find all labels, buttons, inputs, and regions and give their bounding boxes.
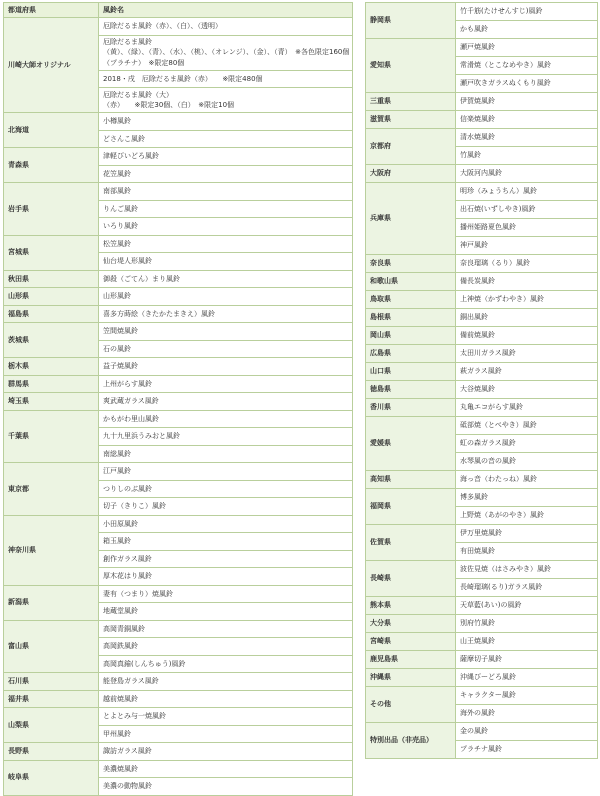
furin-name-text: 益子焼風鈴: [103, 362, 138, 371]
prefecture-column-header: 都道府県: [4, 3, 99, 18]
table-row: [4, 410, 353, 428]
furin-name-text: 大阪河内風鈴: [460, 169, 502, 178]
table-row: [4, 270, 353, 288]
table-row: [366, 615, 598, 633]
table-row: [4, 183, 353, 201]
furin-name-text: 妻有（つまり）焼風鈴: [103, 589, 173, 598]
furin-name-text: 出石焼(いずしやき)風鈴: [460, 205, 536, 214]
furin-name-cell: [99, 760, 353, 778]
furin-name-text: 上野焼（あがのやき）風鈴: [460, 511, 544, 520]
furin-name-cell: [99, 305, 353, 323]
furin-name-cell: [456, 57, 598, 75]
furin-name-cell: [456, 111, 598, 129]
furin-name-text: 越前焼風鈴: [103, 694, 138, 703]
furin-name-cell: [456, 651, 598, 669]
table-row: [4, 620, 353, 638]
prefecture-cell: 静岡県: [366, 3, 456, 39]
right-table-body: [366, 3, 598, 759]
furin-name-text: 奈良瑠璃（るり）風鈴: [460, 259, 530, 268]
table-row: [4, 515, 353, 533]
prefecture-cell: 栃木県: [4, 358, 99, 376]
table-row: [366, 723, 598, 741]
table-row: [366, 633, 598, 651]
furin-name-text: 甲州風鈴: [103, 729, 131, 738]
furin-name-cell: [99, 323, 353, 341]
furin-name-text: 上神焼（かずわやき）風鈴: [460, 295, 544, 304]
table-row: [4, 673, 353, 691]
table-row: [4, 148, 353, 166]
prefecture-cell: その他: [366, 687, 456, 723]
table-row: [366, 273, 598, 291]
prefecture-cell: 大阪府: [366, 165, 456, 183]
prefecture-cell: 広島県: [366, 345, 456, 363]
furin-name-text: （プラチナ） ※限定80個: [103, 58, 185, 67]
furin-name-text: 砥部焼（とべやき）風鈴: [460, 421, 537, 430]
prefecture-cell: 佐賀県: [366, 525, 456, 561]
furin-name-text: 備前焼風鈴: [460, 331, 495, 340]
furin-name-cell: [456, 543, 598, 561]
furin-name-text: 竹千筋(たけせんすじ)風鈴: [460, 7, 543, 16]
table-row: [366, 39, 598, 57]
furin-name-cell: [99, 358, 353, 376]
furin-name-text: 能登島ガラス風鈴: [103, 677, 159, 686]
table-row: [366, 345, 598, 363]
table-row: [366, 165, 598, 183]
table-row: [4, 358, 353, 376]
furin-name-cell: [99, 568, 353, 586]
furin-name-text: 別府竹風鈴: [460, 619, 495, 628]
prefecture-cell: 秋田県: [4, 270, 99, 288]
furin-name-text: 厄除だるま風鈴（大）: [103, 90, 173, 99]
prefecture-cell: 兵庫県: [366, 183, 456, 255]
prefecture-cell: 宮崎県: [366, 633, 456, 651]
furin-name-cell: [99, 410, 353, 428]
table-row: [366, 525, 598, 543]
table-row: [4, 305, 353, 323]
furin-name-cell: [456, 471, 598, 489]
furin-name-text: 津軽びいどろ風鈴: [103, 152, 159, 161]
table-row: [4, 323, 353, 341]
furin-name-cell: [456, 147, 598, 165]
prefecture-cell: 奈良県: [366, 255, 456, 273]
furin-name-text: 博多風鈴: [460, 493, 488, 502]
furin-name-text: 丸亀エコがらす風鈴: [460, 403, 523, 412]
furin-name-text: 清水焼風鈴: [460, 133, 495, 142]
table-row: [4, 288, 353, 306]
table-row: [366, 489, 598, 507]
furin-name-text: いろり風鈴: [103, 222, 138, 231]
furin-name-cell: [99, 70, 353, 88]
prefecture-cell: 鹿児島県: [366, 651, 456, 669]
prefecture-cell: 福岡県: [366, 489, 456, 525]
furin-name-cell: [99, 393, 353, 411]
furin-name-text: 小田原風鈴: [103, 519, 138, 528]
furin-name-text: 金の風鈴: [460, 727, 488, 736]
table-row: [4, 393, 353, 411]
furin-name-text: 江戸風鈴: [103, 467, 131, 476]
furin-name-cell: [99, 690, 353, 708]
furin-name-text: 海っ音（わたっね）風鈴: [460, 475, 537, 484]
furin-name-cell: [456, 669, 598, 687]
furin-name-text: 有田焼風鈴: [460, 547, 495, 556]
furin-name-text: 常滑焼（とこなめやき）風鈴: [460, 61, 551, 70]
furin-name-cell: [456, 309, 598, 327]
table-row: [366, 417, 598, 435]
prefecture-cell: 長崎県: [366, 561, 456, 597]
furin-name-cell: [456, 453, 598, 471]
furin-name-text: 沖縄びーどろ風鈴: [460, 673, 516, 682]
furin-name-text: 厚木花はり風鈴: [103, 572, 152, 581]
furin-name-cell: [99, 655, 353, 673]
prefecture-cell: 三重県: [366, 93, 456, 111]
furin-name-cell: [99, 235, 353, 253]
furin-name-text: 播州姫路夏色風鈴: [460, 223, 516, 232]
furin-name-cell: [99, 463, 353, 481]
prefecture-cell: 京都府: [366, 129, 456, 165]
furin-name-cell: [99, 218, 353, 236]
furin-name-text: 銅出風鈴: [460, 313, 488, 322]
furin-name-cell: [99, 88, 353, 113]
right-furin-table: [365, 2, 598, 759]
prefecture-cell: 川崎大師オリジナル: [4, 18, 99, 113]
table-row: [4, 585, 353, 603]
prefecture-cell: 埼玉県: [4, 393, 99, 411]
table-row: [366, 399, 598, 417]
furin-name-cell: [456, 633, 598, 651]
furin-name-text: 伊万里焼風鈴: [460, 529, 502, 538]
furin-name-text: キャラクター風鈴: [460, 691, 516, 700]
furin-name-text: 喜多方蒔絵（きたかたまきえ）風鈴: [103, 309, 215, 318]
furin-name-cell: [99, 585, 353, 603]
prefecture-cell: 福島県: [4, 305, 99, 323]
furin-name-text: 地蔵堂風鈴: [103, 607, 138, 616]
furin-name-text: 水琴風の音の風鈴: [460, 457, 516, 466]
furin-name-text: かも風鈴: [460, 25, 488, 34]
furin-name-cell: [456, 3, 598, 21]
table-row: [4, 760, 353, 778]
table-row: [366, 687, 598, 705]
table-row: [4, 113, 353, 131]
furin-name-text: 瀬戸焼風鈴: [460, 43, 495, 52]
furin-name-cell: [456, 723, 598, 741]
prefecture-cell: 石川県: [4, 673, 99, 691]
furin-name-cell: [99, 113, 353, 131]
furin-name-text: 竹風鈴: [460, 151, 481, 160]
furin-name-cell: [456, 705, 598, 723]
furin-name-text: 大谷焼風鈴: [460, 385, 495, 394]
furin-name-text: 高岡真鍮(しんちゅう)風鈴: [103, 659, 186, 668]
furin-name-cell: [456, 507, 598, 525]
furin-name-text: 南部風鈴: [103, 187, 131, 196]
furin-name-text: 伊賀焼風鈴: [460, 97, 495, 106]
furin-name-text: 山王焼風鈴: [460, 637, 495, 646]
table-row: [366, 471, 598, 489]
furin-name-cell: [456, 21, 598, 39]
furin-name-text: 笠間焼風鈴: [103, 327, 138, 336]
furin-name-cell: [456, 327, 598, 345]
furin-name-text: プラチナ風鈴: [460, 745, 502, 754]
furin-name-cell: [99, 743, 353, 761]
table-row: [366, 183, 598, 201]
furin-name-cell: [99, 445, 353, 463]
prefecture-cell: 新潟県: [4, 585, 99, 620]
prefecture-cell: 山口県: [366, 363, 456, 381]
prefecture-cell: 山梨県: [4, 708, 99, 743]
prefecture-cell: 特別出品（非売品）: [366, 723, 456, 759]
furin-name-cell: [456, 165, 598, 183]
table-row: [366, 381, 598, 399]
prefecture-cell: 東京都: [4, 463, 99, 516]
furin-name-text: 備長炭風鈴: [460, 277, 495, 286]
furin-name-text: （赤） ※限定30個、（白） ※限定10個: [103, 101, 235, 109]
table-row: [4, 743, 353, 761]
furin-name-cell: [99, 725, 353, 743]
prefecture-cell: 熊本県: [366, 597, 456, 615]
furin-name-cell: [99, 620, 353, 638]
prefecture-cell: 山形県: [4, 288, 99, 306]
furin-name-cell: [99, 603, 353, 621]
furin-name-text: 諏訪ガラス風鈴: [103, 747, 152, 756]
furin-name-cell: [99, 533, 353, 551]
table-row: [366, 93, 598, 111]
furin-name-text: 南総風鈴: [103, 449, 131, 458]
furin-name-text: 創作ガラス風鈴: [103, 554, 152, 563]
furin-name-cell: [99, 480, 353, 498]
furin-name-cell: [99, 35, 353, 70]
furin-name-text: 明珍（みょうちん）風鈴: [460, 187, 537, 196]
furin-name-cell: [99, 428, 353, 446]
furin-name-cell: [456, 345, 598, 363]
furin-name-cell: [456, 417, 598, 435]
furin-name-text: （黄）、（緑）、（青）、（水）、（桃）、（オレンジ）、（金）、（青） ※各色限定160個: [103, 48, 350, 57]
prefecture-cell: 長野県: [4, 743, 99, 761]
furin-name-cell: [456, 273, 598, 291]
prefecture-cell: 北海道: [4, 113, 99, 148]
furin-name-cell: [456, 381, 598, 399]
furin-name-text: 花笠風鈴: [103, 169, 131, 178]
furin-name-cell: [99, 375, 353, 393]
furin-name-text: 高岡鉄風鈴: [103, 642, 138, 651]
furin-name-text: 信楽焼風鈴: [460, 115, 495, 124]
furin-name-text: 仙台堤人形風鈴: [103, 257, 152, 266]
furin-name-text: 長崎瑠璃(るり)ガラス風鈴: [460, 583, 543, 592]
furin-name-cell: [456, 93, 598, 111]
table-row: [366, 291, 598, 309]
furin-name-text: 2018・戌 厄除だるま風鈴（赤） ※限定480個: [103, 74, 263, 83]
furin-name-text: どさんこ風鈴: [103, 134, 145, 143]
furin-name-cell: [456, 39, 598, 57]
furin-name-cell: [456, 237, 598, 255]
prefecture-cell: 滋賀県: [366, 111, 456, 129]
furin-name-text: 虹の森ガラス風鈴: [460, 439, 516, 448]
furin-name-text: 松笠風鈴: [103, 239, 131, 248]
furin-name-text: 太田川ガラス風鈴: [460, 349, 516, 358]
furin-name-cell: [99, 288, 353, 306]
furin-name-cell: [456, 435, 598, 453]
furin-name-text: 九十九里浜うみおと風鈴: [103, 432, 180, 441]
table-row: [4, 690, 353, 708]
furin-name-text: 厄除だるま風鈴: [103, 38, 152, 47]
prefecture-cell: 沖縄県: [366, 669, 456, 687]
table-row: [4, 18, 353, 36]
furin-name-cell: [456, 687, 598, 705]
table-row: [4, 375, 353, 393]
furin-name-text: 萩ガラス風鈴: [460, 367, 502, 376]
prefecture-cell: 宮城県: [4, 235, 99, 270]
furin-name-cell: [456, 255, 598, 273]
furin-name-cell: [99, 183, 353, 201]
table-row: [4, 235, 353, 253]
furin-name-text: 瀬戸吹きガラスぬくもり風鈴: [460, 79, 551, 88]
table-row: [366, 363, 598, 381]
furin-name-cell: [456, 561, 598, 579]
table-row: [366, 327, 598, 345]
furin-name-cell: [99, 778, 353, 796]
furin-name-text: 厄除だるま風鈴（赤）、（白）、（透明）: [103, 22, 222, 31]
furin-name-cell: [456, 489, 598, 507]
prefecture-cell: 高知県: [366, 471, 456, 489]
furin-name-text: 高岡青銅風鈴: [103, 624, 145, 633]
prefecture-cell: 富山県: [4, 620, 99, 673]
table-row: [366, 129, 598, 147]
furin-name-cell: [456, 291, 598, 309]
left-table-body: [4, 18, 353, 796]
table-row: [4, 463, 353, 481]
prefecture-cell: 群馬県: [4, 375, 99, 393]
table-row: [366, 669, 598, 687]
furin-name-text: 石の風鈴: [103, 344, 131, 353]
furin-name-cell: [99, 340, 353, 358]
furin-name-text: 上州がらす風鈴: [103, 379, 152, 388]
table-row: [366, 651, 598, 669]
furin-name-cell: [456, 183, 598, 201]
furin-name-text: 天草藍(あい)の風鈴: [460, 601, 522, 610]
furin-name-text: 爽武蔵ガラス風鈴: [103, 397, 159, 406]
furin-name-cell: [99, 515, 353, 533]
furin-name-cell: [456, 129, 598, 147]
furin-name-cell: [99, 638, 353, 656]
prefecture-cell: 青森県: [4, 148, 99, 183]
furin-name-cell: [99, 200, 353, 218]
furin-name-cell: [456, 615, 598, 633]
furin-name-cell: [99, 18, 353, 36]
furin-name-cell: [99, 253, 353, 271]
prefecture-cell: 鳥取県: [366, 291, 456, 309]
table-row: [366, 309, 598, 327]
furin-name-cell: [99, 673, 353, 691]
furin-name-text: 海外の風鈴: [460, 709, 495, 718]
furin-name-text: りんご風鈴: [103, 204, 138, 213]
furin-name-cell: [456, 525, 598, 543]
table-row: [366, 597, 598, 615]
furin-name-cell: [99, 708, 353, 726]
prefecture-cell: 神奈川県: [4, 515, 99, 585]
left-furin-table: [3, 2, 353, 796]
furin-name-text: 薩摩切子風鈴: [460, 655, 502, 664]
furin-name-text: 美濃の動物風鈴: [103, 782, 152, 791]
furin-name-text: 波佐見焼（はさみやき）風鈴: [460, 565, 551, 574]
furin-name-text: 小樽風鈴: [103, 117, 131, 126]
furin-name-cell: [456, 597, 598, 615]
prefecture-cell: 千葉県: [4, 410, 99, 463]
table-row: [366, 111, 598, 129]
prefecture-cell: 徳島県: [366, 381, 456, 399]
prefecture-cell: 愛知県: [366, 39, 456, 93]
furin-name-column-header: 風鈴名: [99, 3, 353, 18]
prefecture-cell: 茨城県: [4, 323, 99, 358]
table-row: [366, 561, 598, 579]
furin-name-cell: [456, 579, 598, 597]
prefecture-cell: 愛媛県: [366, 417, 456, 471]
furin-name-cell: [99, 550, 353, 568]
furin-name-cell: [456, 219, 598, 237]
furin-name-cell: [456, 741, 598, 759]
prefecture-cell: 岡山県: [366, 327, 456, 345]
furin-name-text: 御殺（ごてん）まり風鈴: [103, 274, 180, 283]
prefecture-cell: 岩手県: [4, 183, 99, 236]
furin-name-cell: [99, 148, 353, 166]
prefecture-cell: 島根県: [366, 309, 456, 327]
furin-name-text: かもがわ里山風鈴: [103, 414, 159, 423]
furin-name-cell: [99, 165, 353, 183]
table-row: [366, 3, 598, 21]
table-row: [366, 255, 598, 273]
furin-name-text: つりしのぶ風鈴: [103, 484, 152, 493]
furin-name-cell: [99, 130, 353, 148]
furin-name-text: 山形風鈴: [103, 292, 131, 301]
prefecture-cell: 和歌山県: [366, 273, 456, 291]
prefecture-cell: 岐阜県: [4, 760, 99, 795]
furin-name-cell: [99, 498, 353, 516]
furin-name-text: とよとみ与一焼風鈴: [103, 712, 166, 721]
furin-name-cell: [456, 399, 598, 417]
furin-name-cell: [456, 363, 598, 381]
furin-name-cell: [99, 270, 353, 288]
furin-name-text: 箱玉風鈴: [103, 537, 131, 546]
prefecture-cell: 大分県: [366, 615, 456, 633]
furin-name-text: 切子（きりこ）風鈴: [103, 502, 166, 511]
furin-name-text: 美濃焼風鈴: [103, 764, 138, 773]
furin-name-cell: [456, 75, 598, 93]
furin-name-cell: [456, 201, 598, 219]
prefecture-cell: 香川県: [366, 399, 456, 417]
table-header-row: [4, 3, 353, 18]
table-row: [4, 708, 353, 726]
furin-name-text: 神戸風鈴: [460, 241, 488, 250]
prefecture-cell: 福井県: [4, 690, 99, 708]
